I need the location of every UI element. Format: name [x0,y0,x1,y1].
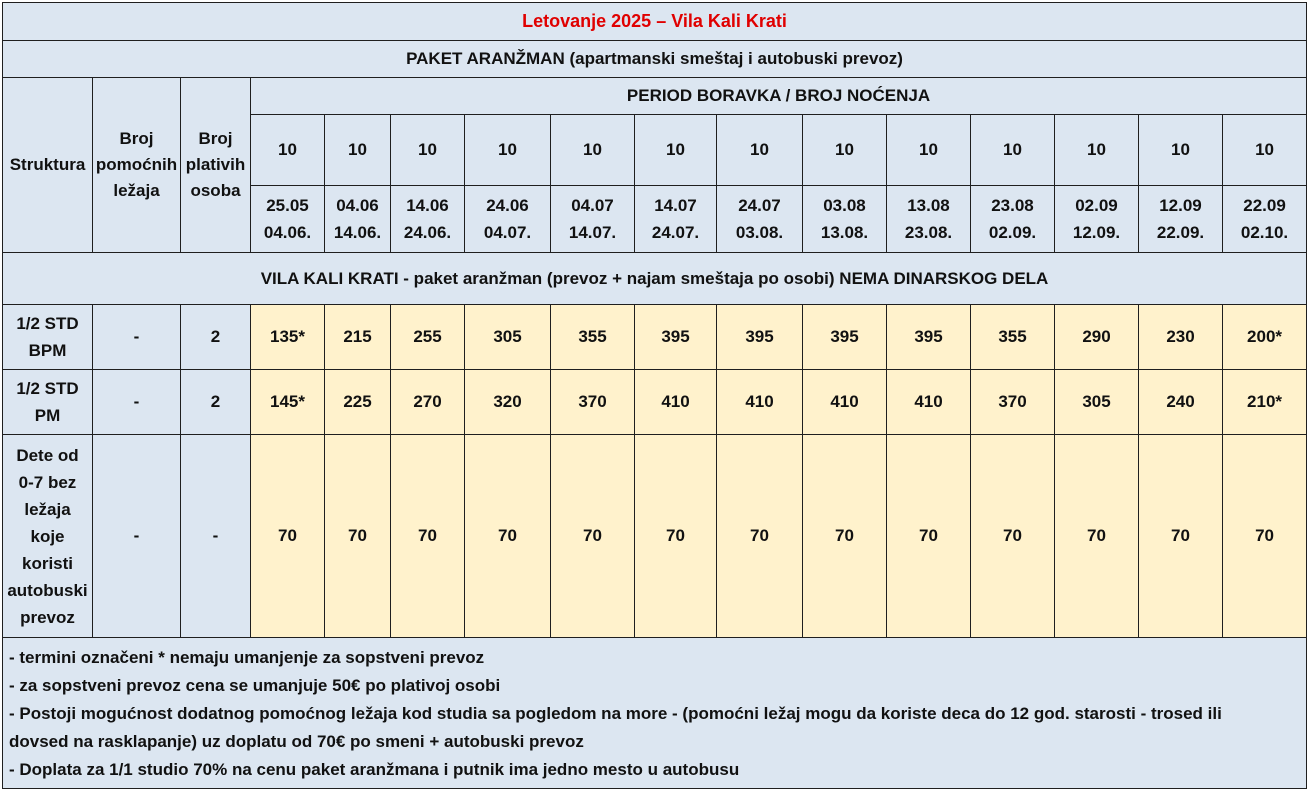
nights-cell: 10 [887,115,971,186]
nights-cell: 10 [465,115,551,186]
price-cell: 70 [887,435,971,638]
row-label-line: 0-7 bez [18,472,77,492]
date-from: 04.07 [571,196,614,215]
table-row [3,435,1307,638]
date-to: 02.10. [1240,223,1289,242]
date-to: 12.09. [1072,223,1121,242]
row-label [3,370,93,435]
header-pomocnih-line: pomoćnih [95,155,178,174]
date-to: 24.06. [403,223,452,242]
date-to: 04.06. [263,223,312,242]
date-range-cell [635,186,717,253]
date-from: 13.08 [907,196,950,215]
row-label-line: prevoz [20,607,75,627]
date-range-cell [887,186,971,253]
date-to: 02.09. [988,223,1037,242]
pomocnih-cell: - [93,370,181,435]
row-label-line: ležaja [24,499,71,519]
date-to: 24.07. [651,223,700,242]
page-title: Letovanje 2025 – Vila Kali Krati [3,3,1307,41]
price-cell: 370 [971,370,1055,435]
row-label [3,305,93,370]
plativih-cell: 2 [181,370,251,435]
nights-cell: 10 [1223,115,1307,186]
price-cell: 70 [391,435,465,638]
date-from: 14.06 [406,196,449,215]
price-cell: 320 [465,370,551,435]
price-cell: 70 [1223,435,1307,638]
date-from: 24.06 [486,196,529,215]
date-from: 24.07 [738,196,781,215]
price-cell: 270 [391,370,465,435]
table-row [3,370,1307,435]
pomocnih-cell: - [93,305,181,370]
price-cell: 135* [251,305,325,370]
note-line: - Doplata za 1/1 studio 70% na cenu paket aranžmana i putnik ima jedno mesto u autobusu [9,760,740,779]
price-cell: 70 [971,435,1055,638]
header-pomocnih-line: ležaja [113,181,160,200]
price-cell: 410 [887,370,971,435]
price-cell: 210* [1223,370,1307,435]
price-cell: 70 [325,435,391,638]
nights-cell: 10 [803,115,887,186]
date-from: 02.09 [1075,196,1118,215]
price-cell: 70 [1139,435,1223,638]
price-cell: 255 [391,305,465,370]
price-cell: 395 [635,305,717,370]
date-range-cell [1139,186,1223,253]
note-line: dovsed na rasklapanje) uz doplatu od 70€ po smeni + autobuski prevoz [9,732,584,751]
date-from: 14.07 [654,196,697,215]
header-plativih-osoba [181,78,251,253]
price-cell: 410 [635,370,717,435]
row-label-line: 1/2 STD [16,379,79,398]
price-cell: 200* [1223,305,1307,370]
nights-cell: 10 [251,115,325,186]
nights-cell: 10 [717,115,803,186]
date-to: 13.08. [820,223,869,242]
price-cell: 70 [465,435,551,638]
price-cell: 70 [635,435,717,638]
date-range-cell [465,186,551,253]
row-label-line: autobuski [7,580,88,600]
header-pomocnih-line: Broj [119,129,154,148]
nights-cell: 10 [1055,115,1139,186]
nights-cell: 10 [391,115,465,186]
row-label-line: koje [30,526,65,546]
date-from: 04.06 [336,196,379,215]
price-cell: 355 [971,305,1055,370]
header-pomocnih-lezaja [93,78,181,253]
date-to: 04.07. [483,223,532,242]
note-line: - Postoji mogućnost dodatnog pomoćnog ležaja kod studia sa pogledom na more - (pomoćni ležaj mogu da koriste deca do 12 god. starosti - trosed ili [9,704,1222,723]
date-to: 14.07. [568,223,617,242]
date-range-cell [251,186,325,253]
row-label-line: Dete od [16,445,79,465]
price-cell: 355 [551,305,635,370]
date-from: 25.05 [266,196,309,215]
pomocnih-cell: - [93,435,181,638]
header-plativih-line: plativih [185,155,246,174]
table-row [3,305,1307,370]
date-range-cell [325,186,391,253]
price-cell: 305 [1055,370,1139,435]
date-to: 22.09. [1156,223,1205,242]
price-cell: 215 [325,305,391,370]
date-from: 22.09 [1243,196,1286,215]
notes-block [3,638,1307,789]
plativih-cell: 2 [181,305,251,370]
date-range-cell [1055,186,1139,253]
price-cell: 70 [717,435,803,638]
price-cell: 70 [803,435,887,638]
price-cell: 410 [717,370,803,435]
price-table [2,2,1307,789]
row-label [3,435,93,638]
row-label-line: 1/2 STD [16,314,79,333]
date-to: 14.06. [333,223,382,242]
date-to: 23.08. [904,223,953,242]
date-range-cell [391,186,465,253]
nights-cell: 10 [635,115,717,186]
header-plativih-line: osoba [190,181,241,200]
note-line: - za sopstveni prevoz cena se umanjuje 50€ po plativoj osobi [9,676,501,695]
header-plativih-line: Broj [198,129,233,148]
price-cell: 70 [1055,435,1139,638]
date-range-cell [971,186,1055,253]
section-title: VILA KALI KRATI - paket aranžman (prevoz + najam smeštaja po osobi) NEMA DINARSKOG DELA [3,253,1307,305]
price-cell: 290 [1055,305,1139,370]
date-range-cell [1223,186,1307,253]
price-cell: 240 [1139,370,1223,435]
price-cell: 395 [717,305,803,370]
row-label-line: PM [34,406,61,425]
plativih-cell: - [181,435,251,638]
price-cell: 225 [325,370,391,435]
date-to: 03.08. [735,223,784,242]
note-line: - termini označeni * nemaju umanjenje za sopstveni prevoz [9,648,485,667]
price-cell: 395 [887,305,971,370]
nights-cell: 10 [971,115,1055,186]
price-cell: 370 [551,370,635,435]
nights-cell: 10 [1139,115,1223,186]
date-range-cell [551,186,635,253]
row-label-line: BPM [28,341,67,360]
price-cell: 70 [251,435,325,638]
nights-cell: 10 [551,115,635,186]
period-header: PERIOD BORAVKA / BROJ NOĆENJA [251,78,1307,115]
price-cell: 145* [251,370,325,435]
price-cell: 410 [803,370,887,435]
date-range-cell [717,186,803,253]
date-from: 03.08 [823,196,866,215]
package-subtitle: PAKET ARANŽMAN (apartmanski smeštaj i autobuski prevoz) [3,41,1307,78]
date-range-cell [803,186,887,253]
price-cell: 70 [551,435,635,638]
date-from: 23.08 [991,196,1034,215]
header-struktura: Struktura [3,78,93,253]
price-cell: 305 [465,305,551,370]
date-from: 12.09 [1159,196,1202,215]
price-cell: 230 [1139,305,1223,370]
row-label-line: koristi [21,553,74,573]
price-cell: 395 [803,305,887,370]
nights-cell: 10 [325,115,391,186]
